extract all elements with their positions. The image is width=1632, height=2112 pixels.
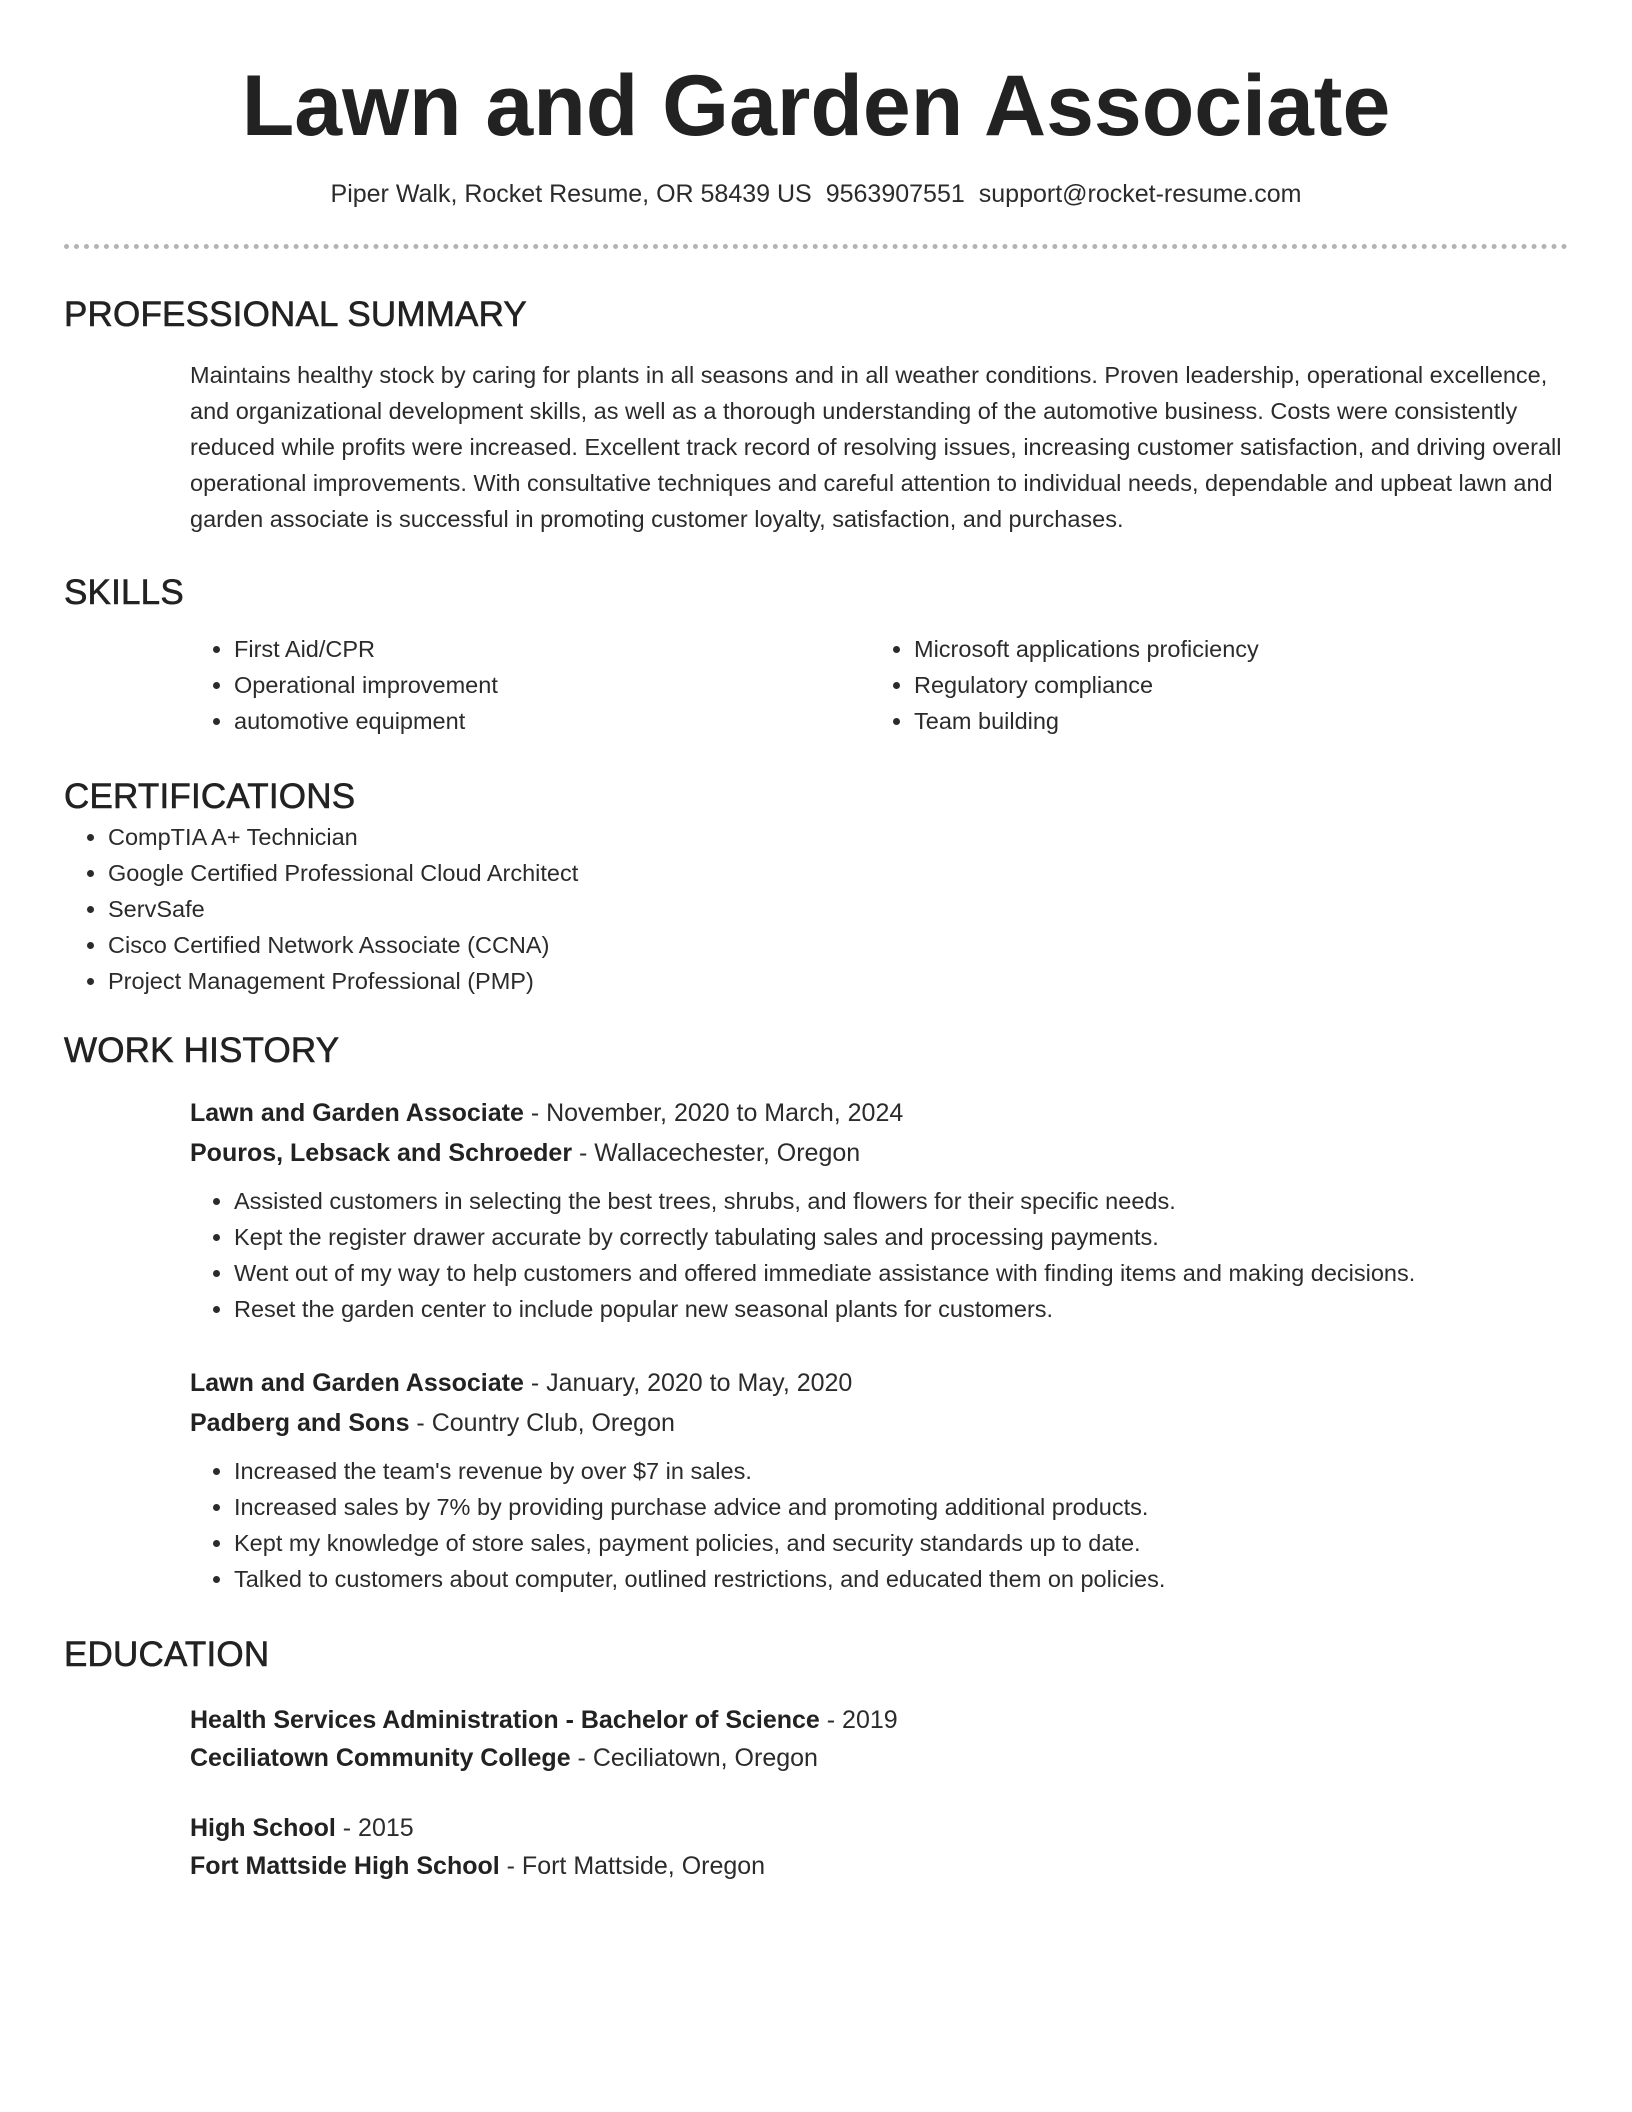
contact-line xyxy=(64,178,1568,210)
skills-grid xyxy=(190,631,1568,739)
job-location: - Wallacechester, Oregon xyxy=(572,1139,861,1167)
job-duty: • Increased the team's revenue by over $7 in sales. xyxy=(234,1453,1568,1489)
certifications-section xyxy=(64,775,1568,999)
certification-item: • CompTIA A+ Technician xyxy=(108,819,1568,855)
contact-phone: 9563907551 xyxy=(825,180,965,208)
job-duties-list xyxy=(190,1453,1568,1597)
job-duty: • Assisted customers in selecting the best trees, shrubs, and flowers for their specific needs. xyxy=(234,1183,1568,1219)
education-year: - 2019 xyxy=(819,1706,898,1734)
skill-item: • Operational improvement xyxy=(234,667,870,703)
resume-name: Lawn and Garden Associate xyxy=(241,58,1391,154)
job-title-line xyxy=(190,1093,1568,1133)
education-school-line xyxy=(190,1847,1568,1885)
skill-item: • Microsoft applications proficiency xyxy=(914,631,1568,667)
contact-address: Piper Walk, Rocket Resume, OR 58439 US xyxy=(330,180,812,208)
education-section xyxy=(64,1633,1568,1885)
job-duty: • Kept my knowledge of store sales, payment policies, and security standards up to date. xyxy=(234,1525,1568,1561)
summary-section xyxy=(64,293,1568,537)
education-entry xyxy=(190,1809,1568,1885)
education-year: - 2015 xyxy=(335,1814,414,1842)
education-location: - Fort Mattside, Oregon xyxy=(499,1852,766,1880)
certifications-list xyxy=(64,819,1568,999)
job-company: Pouros, Lebsack and Schroeder xyxy=(190,1139,573,1167)
certification-item: • Project Management Professional (PMP) xyxy=(108,963,1568,999)
job-duty: • Kept the register drawer accurate by correctly tabulating sales and processing payments. xyxy=(234,1219,1568,1255)
skill-item: • First Aid/CPR xyxy=(234,631,870,667)
skills-section xyxy=(64,571,1568,739)
education-location: - Ceciliatown, Oregon xyxy=(570,1744,818,1772)
job-role: Lawn and Garden Associate xyxy=(190,1099,524,1127)
education-entry xyxy=(190,1701,1568,1777)
education-school: Fort Mattside High School xyxy=(190,1852,500,1880)
skill-item: • Team building xyxy=(914,703,1568,739)
header-divider xyxy=(64,244,1568,249)
education-heading: EDUCATION xyxy=(64,1635,270,1674)
job-location: - Country Club, Oregon xyxy=(409,1409,675,1437)
skill-item: • automotive equipment xyxy=(234,703,870,739)
job-duty: • Talked to customers about computer, outlined restrictions, and educated them on policies. xyxy=(234,1561,1568,1597)
job-dates: - November, 2020 to March, 2024 xyxy=(523,1099,904,1127)
summary-text: Maintains healthy stock by caring for plants in all seasons and in all weather conditions. Proven leadership, operational excellence, and organizational development skills, as well as a thorough understanding of the automotive business. Costs were consistently reduced while profits were increased. Excellent track record of resolving issues, increasing customer satisfaction, and driving overall operational improvements. With consultative techniques and careful attention to individual needs, dependable and upbeat lawn and garden associate is successful in promoting customer loyalty, satisfaction, and purchases. xyxy=(190,362,1562,532)
education-degree: High School xyxy=(190,1814,336,1842)
job-role: Lawn and Garden Associate xyxy=(190,1369,524,1397)
job-duty: • Reset the garden center to include popular new seasonal plants for customers. xyxy=(234,1291,1568,1327)
skills-list-right xyxy=(870,631,1568,739)
job-company-line xyxy=(190,1133,1568,1173)
job-title-line xyxy=(190,1363,1568,1403)
job-company-line xyxy=(190,1403,1568,1443)
education-degree-line xyxy=(190,1701,1568,1739)
education-degree: Health Services Administration - Bachelor of Science xyxy=(190,1706,820,1734)
job-company: Padberg and Sons xyxy=(190,1409,410,1437)
work-history-section xyxy=(64,1029,1568,1597)
job-duty: • Increased sales by 7% by providing purchase advice and promoting additional products. xyxy=(234,1489,1568,1525)
contact-email: support@rocket-resume.com xyxy=(978,180,1302,208)
certification-item: • ServSafe xyxy=(108,891,1568,927)
certifications-heading: CERTIFICATIONS xyxy=(64,777,356,816)
work-history-heading: WORK HISTORY xyxy=(64,1031,340,1070)
job-duty: • Went out of my way to help customers and offered immediate assistance with finding items and making decisions. xyxy=(234,1255,1568,1291)
skills-list-left xyxy=(190,631,870,739)
job-dates: - January, 2020 to May, 2020 xyxy=(523,1369,853,1397)
certification-item: • Google Certified Professional Cloud Architect xyxy=(108,855,1568,891)
skill-item: • Regulatory compliance xyxy=(914,667,1568,703)
education-degree-line xyxy=(190,1809,1568,1847)
summary-heading: PROFESSIONAL SUMMARY xyxy=(64,295,527,334)
job-duties-list xyxy=(190,1183,1568,1327)
certification-item: • Cisco Certified Network Associate (CCNA) xyxy=(108,927,1568,963)
job-entry xyxy=(190,1093,1568,1327)
skills-heading: SKILLS xyxy=(64,573,184,612)
education-school-line xyxy=(190,1739,1568,1777)
job-entry xyxy=(190,1363,1568,1597)
education-school: Ceciliatown Community College xyxy=(190,1744,571,1772)
